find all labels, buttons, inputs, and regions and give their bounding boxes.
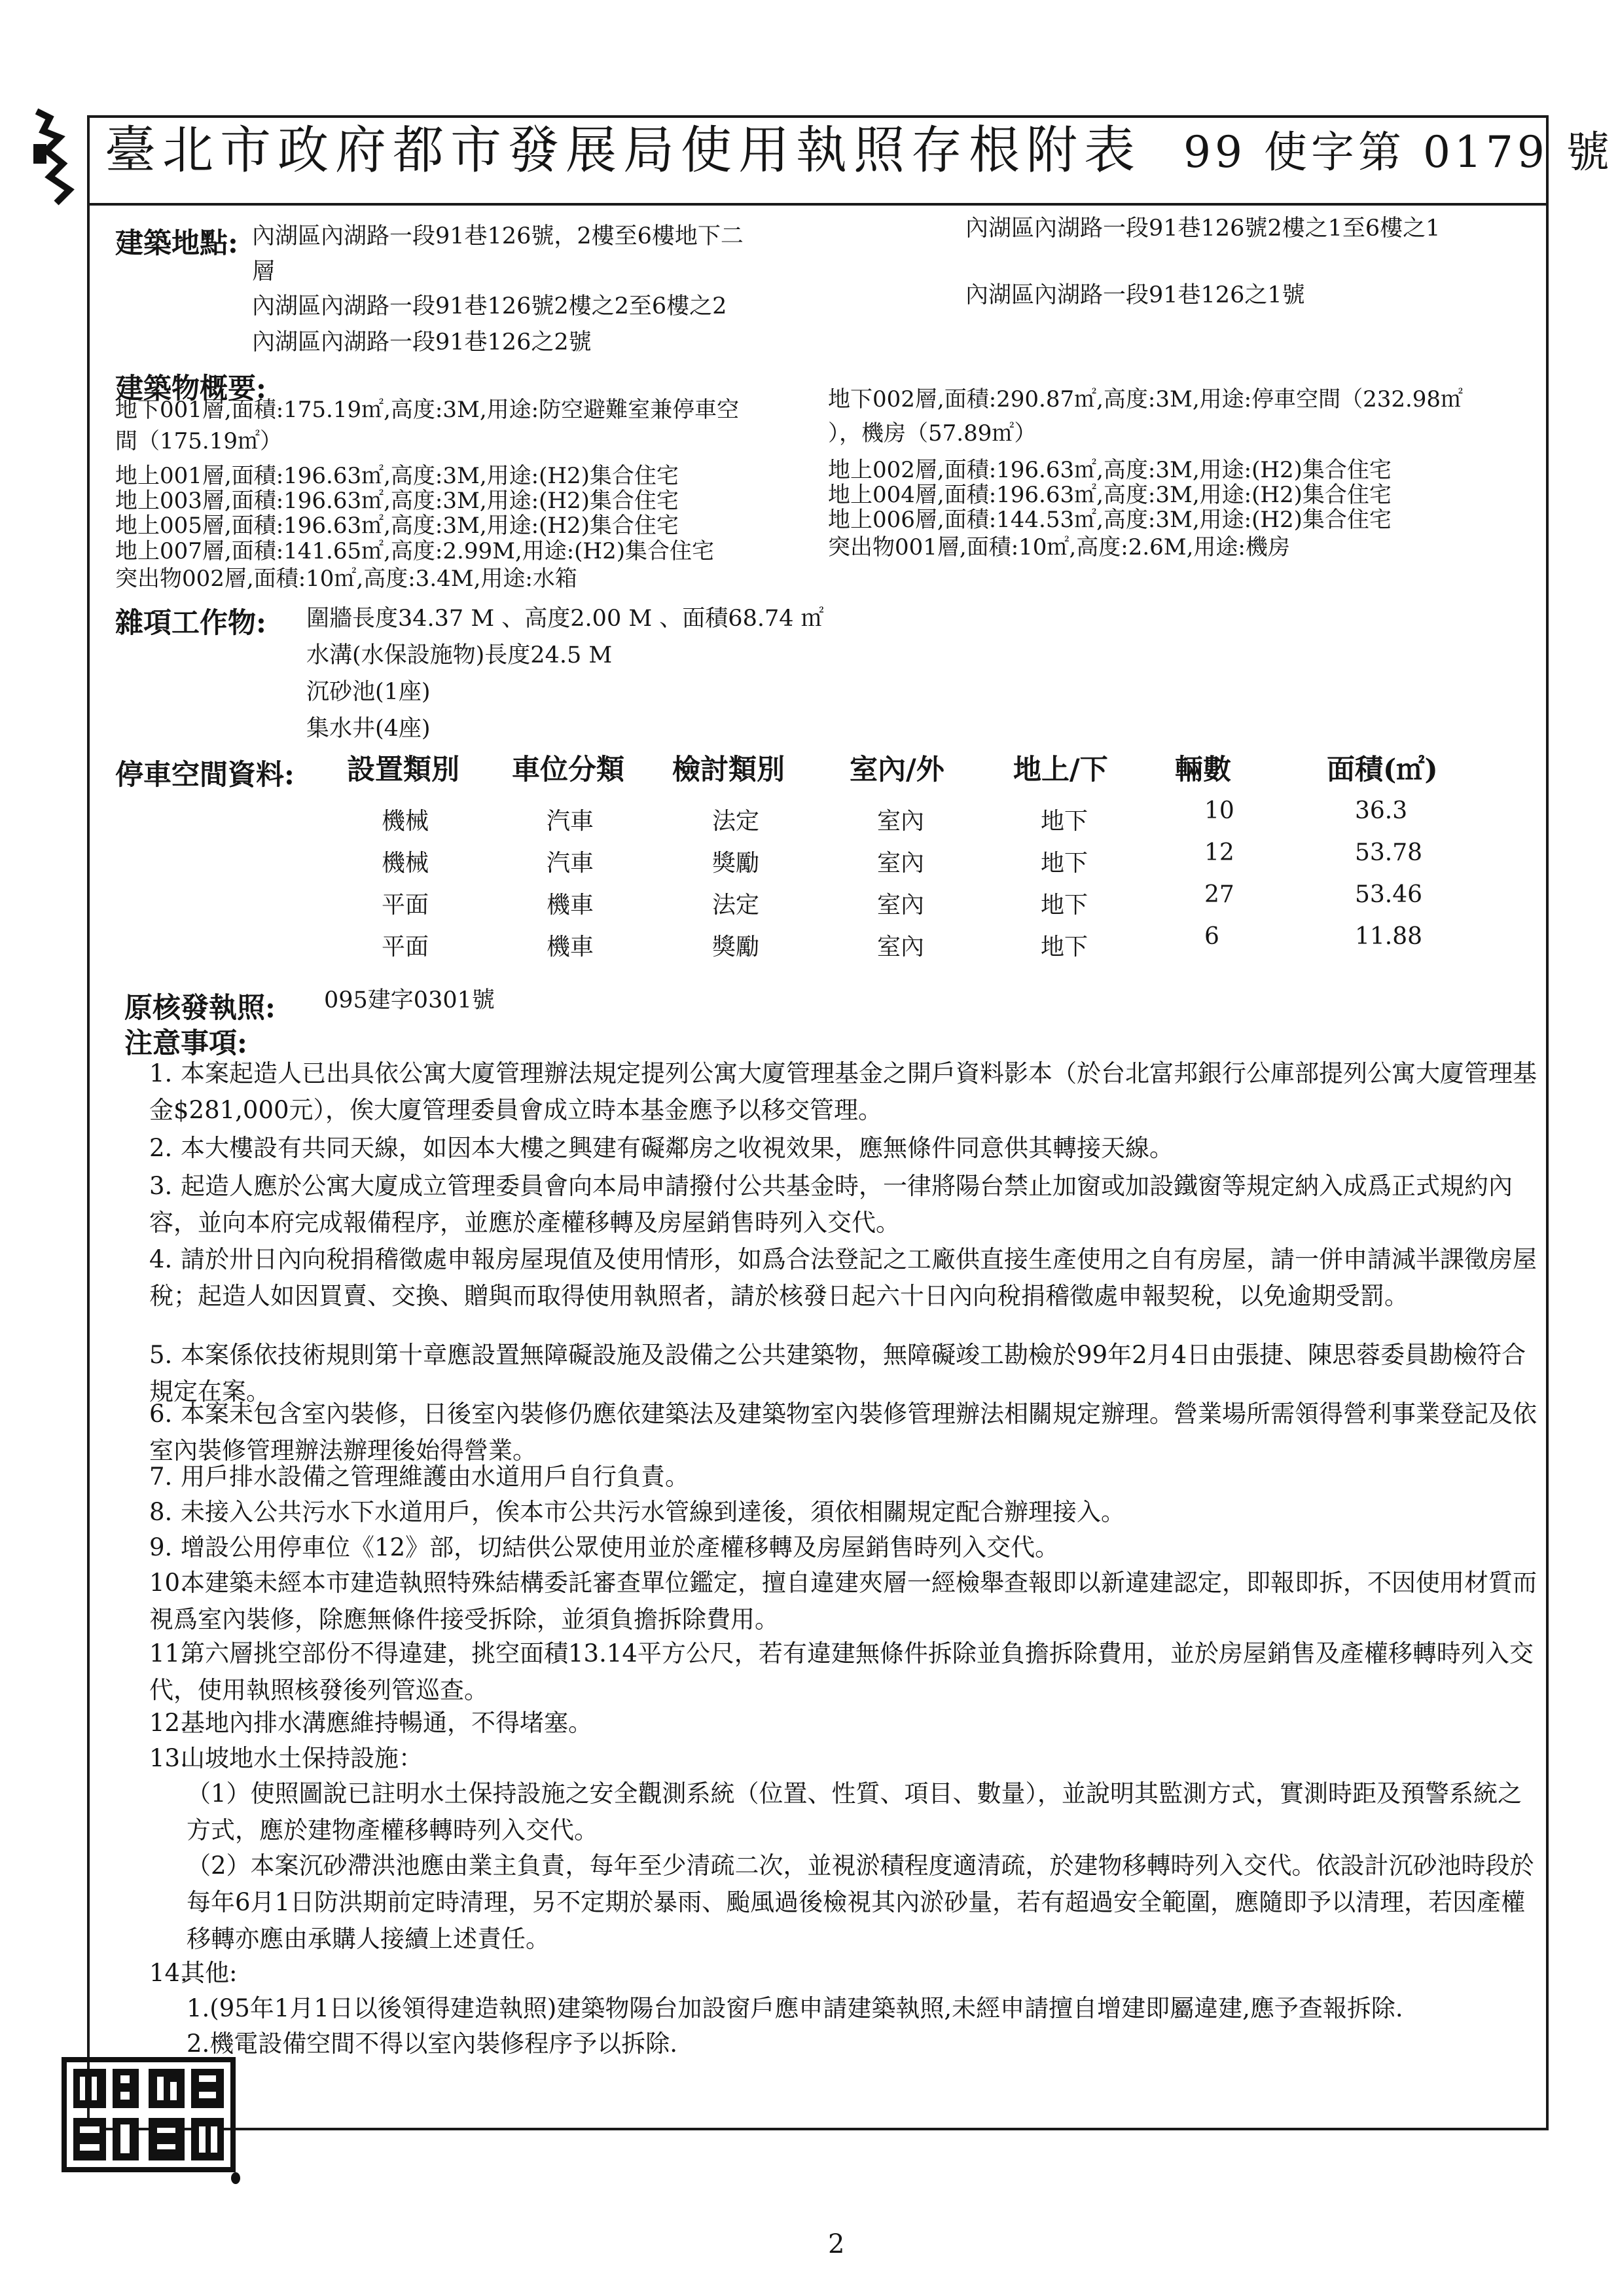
note-item: 1. 本案起造人已出具依公寓大廈管理辦法規定提列公寓大廈管理基金之開戶資料影本（於台北富邦銀行公庫部提列公寓大廈管理基金$281,000元），俟大廈管理委員會成立時本基金應予以移交管理。 [149,1059,1537,1124]
note-item: 9. 增設公用停車位《12》部，切結供公眾使用並於產權移轉及房屋銷售時列入交代。 [149,1533,1060,1561]
parking-cell: 獎勵 [712,934,760,960]
note-item: 12.基地內排水溝應維持暢通，不得堵塞。 [149,1709,592,1737]
note-item: 11.第六層挑空部份不得違建，挑空面積13.14平方公尺，若有違建無條件拆除並負擔拆除費用，並於房屋銷售及產權移轉時列入交代，使用執照核發後列管巡查。 [149,1639,1534,1704]
building-right-0: 地下002層,面積:290.87㎡,高度:3M,用途:停車空間（232.98㎡ [828,386,1464,412]
parking-cell: 平面 [382,892,429,919]
parking-cell: 室內 [877,892,925,919]
misc-item-3: 集水井(4座) [306,716,431,742]
parking-header-indoor: 室內/外 [850,754,944,786]
note-item: 7. 用戶排水設備之管理維護由水道用戶自行負責。 [149,1463,689,1491]
ink-dot [231,2172,240,2184]
note-item: 5. 本案係依技術規則第十章應設置無障礙設施及設備之公共建築物，無障礙竣工勘檢於99年2月4日由張捷、陳思蓉委員勘檢符合規定在案。 [149,1341,1526,1406]
document-title: 臺北市政府都市發展局使用執照存根附表 [105,121,1142,180]
note-14-sub-1: 1.(95年1月1日以後領得建造執照)建築物陽台加設窗戶應申請建築執照,未經申請擅自增建即屬違建,應予查報拆除. [187,1994,1403,2022]
site-address-3: 內湖區內湖路一段91巷126之2號 [252,329,592,355]
note-item: 6. 本案未包含室內裝修，日後室內裝修仍應依建築法及建築物室內裝修管理辦法相關規定辦理。營業場所需領得營利事業登記及依室內裝修管理辦法辦理後始得營業。 [149,1400,1537,1465]
building-left-6: 突出物002層,面積:10㎡,高度:3.4M,用途:水箱 [115,566,577,592]
parking-header-review: 檢討類別 [672,754,785,786]
note-13-sub-2: （2）本案沉砂滯洪池應由業主負責，每年至少清疏二次，並視淤積程度適清疏，於建物移轉時列入交代。依設計沉砂池時段於每年6月1日防洪期前定時清理，另不定期於暴雨、颱風過後檢視其內淤砂量，若有超過安全範圍，應隨即予以清理，若因產權移轉亦應由承購人接續上述責任。 [187,1851,1534,1953]
misc-item-0: 圍牆長度34.37 M 、高度2.00 M 、面積68.74 ㎡ [306,606,824,632]
building-left-3: 地上003層,面積:196.63㎡,高度:3M,用途:(H2)集合住宅 [115,488,679,514]
parking-header-area: 面積(㎡) [1327,754,1438,786]
site-address-4: 內湖區內湖路一段91巷126號2樓之1至6樓之1 [965,215,1441,242]
note-14-sub-2: 2.機電設備空間不得以室內裝修程序予以拆除. [187,2030,678,2058]
parking-cell: 獎勵 [712,850,760,877]
misc-item-1: 水溝(水保設施物)長度24.5 M [306,642,613,668]
note-item: 4. 請於卅日內向稅捐稽徵處申報房屋現值及使用情形，如爲合法登記之工廠供直接生產使用之自有房屋，請一併申請減半課徵房屋稅；起造人如因買賣、交換、贈與而取得使用執照者，請於核發日起六十日內向稅捐稽徵處申報契稅，以免逾期受罰。 [149,1245,1537,1310]
parking-cell: 11.88 [1355,923,1423,950]
site-label: 建築地點: [115,227,238,260]
original-permit-value: 095建字0301號 [324,987,495,1013]
parking-label: 停車空間資料: [115,759,295,792]
site-address-2: 內湖區內湖路一段91巷126號2樓之2至6樓之2 [252,293,727,319]
parking-cell: 平面 [382,934,429,960]
parking-cell: 室內 [877,934,925,960]
building-label: 建築物概要: [115,373,266,405]
building-right-2: 地上002層,面積:196.63㎡,高度:3M,用途:(H2)集合住宅 [828,457,1392,483]
parking-cell: 室內 [877,850,925,877]
parking-cell: 53.78 [1355,839,1423,866]
building-right-5: 突出物001層,面積:10㎡,高度:2.6M,用途:機房 [828,534,1290,560]
official-seal-stamp [60,2056,237,2174]
building-right-3: 地上004層,面積:196.63㎡,高度:3M,用途:(H2)集合住宅 [828,482,1392,508]
document-number: 99 使字第 0179 號 [1183,127,1613,177]
building-right-4: 地上006層,面積:144.53㎡,高度:3M,用途:(H2)集合住宅 [828,507,1392,533]
scan-mark [24,105,82,210]
building-left-0: 地下001層,面積:175.19㎡,高度:3M,用途:防空避難室兼停車空 [115,397,740,423]
parking-cell: 12 [1204,839,1234,866]
misc-label: 雜項工作物: [115,607,266,640]
parking-cell: 汽車 [547,850,594,877]
parking-cell: 36.3 [1355,797,1408,824]
parking-cell: 地下 [1041,808,1088,835]
parking-cell: 10 [1204,797,1234,824]
note-item: 3. 起造人應於公寓大廈成立管理委員會向本局申請撥付公共基金時，一律將陽台禁止加窗或加設鐵窗等規定納入成爲正式規約內容，並向本府完成報備程序，並應於產權移轉及房屋銷售時列入交代。 [149,1172,1513,1237]
notes-label: 注意事項: [124,1027,247,1060]
parking-cell: 機車 [547,892,594,919]
parking-cell: 法定 [712,808,760,835]
title-divider [87,203,1549,206]
note-item: 10.本建築未經本市建造執照特殊結構委託審查單位鑑定，擅自違建夾層一經檢舉查報即以新違建認定，即報即拆，不因使用材質而視爲室內裝修，除應無條件接受拆除，並須負擔拆除費用。 [149,1569,1537,1633]
parking-cell: 地下 [1041,892,1088,919]
parking-cell: 機械 [382,808,429,835]
building-left-1: 間（175.19㎡） [115,428,282,454]
note-item: 2. 本大樓設有共同天線，如因本大樓之興建有礙鄰房之收視效果，應無條件同意供其轉接天線。 [149,1134,1174,1162]
parking-header-type: 設置類別 [347,754,459,786]
parking-cell: 53.46 [1355,881,1423,908]
parking-header-vehicle: 車位分類 [512,754,624,786]
parking-cell: 地下 [1041,934,1088,960]
parking-cell: 室內 [877,808,925,835]
parking-cell: 27 [1204,881,1234,908]
note-item: 13.山坡地水土保持設施： [149,1744,423,1772]
page-number: 2 [828,2229,845,2259]
parking-cell: 機車 [547,934,594,960]
note-item: 14.其他: [149,1959,238,1987]
parking-cell: 6 [1204,923,1219,950]
building-left-2: 地上001層,面積:196.63㎡,高度:3M,用途:(H2)集合住宅 [115,463,679,489]
building-left-4: 地上005層,面積:196.63㎡,高度:3M,用途:(H2)集合住宅 [115,513,679,539]
note-item: 8. 未接入公共污水下水道用戶，俟本市公共污水管線到達後，須依相關規定配合辦理接入。 [149,1498,1125,1526]
building-left-5: 地上007層,面積:141.65㎡,高度:2.99M,用途:(H2)集合住宅 [115,538,714,564]
site-address-5: 內湖區內湖路一段91巷126之1號 [965,282,1305,308]
building-right-1: ），機房（57.89㎡） [828,420,1037,446]
parking-cell: 法定 [712,892,760,919]
parking-cell: 機械 [382,850,429,877]
parking-header-count: 輛數 [1175,754,1231,786]
site-address-1-cont: 層 [252,259,276,285]
parking-cell: 汽車 [547,808,594,835]
parking-header-level: 地上/下 [1013,754,1108,786]
note-13-sub-1: （1）使照圖說已註明水土保持設施之安全觀測系統（位置、性質、項目、數量），並說明其監測方式，實測時距及預警系統之方式，應於建物產權移轉時列入交代。 [187,1779,1522,1844]
original-permit-label: 原核發執照: [124,992,276,1025]
misc-item-2: 沉砂池(1座) [306,679,431,705]
parking-cell: 地下 [1041,850,1088,877]
site-address-1: 內湖區內湖路一段91巷126號，2樓至6樓地下二 [252,223,744,249]
